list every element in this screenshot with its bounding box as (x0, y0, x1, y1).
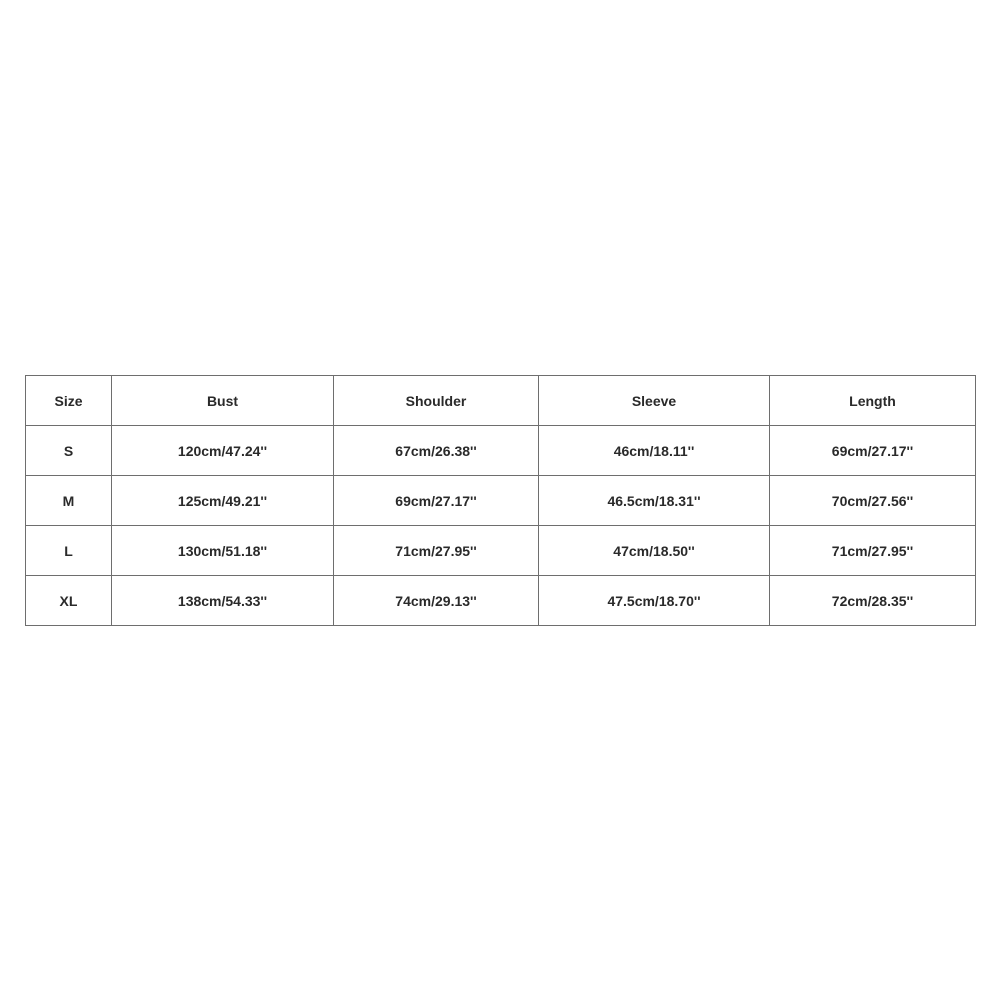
table-row (26, 576, 976, 626)
table-row (26, 426, 976, 476)
cell-size: L (26, 526, 112, 576)
header-bust: Bust (112, 376, 334, 426)
cell-size: XL (26, 576, 112, 626)
cell-length: 71cm/27.95'' (770, 526, 976, 576)
cell-shoulder: 74cm/29.13'' (334, 576, 539, 626)
cell-sleeve: 46cm/18.11'' (539, 426, 770, 476)
cell-bust: 138cm/54.33'' (112, 576, 334, 626)
table-header-row (26, 376, 976, 426)
cell-size: S (26, 426, 112, 476)
cell-shoulder: 67cm/26.38'' (334, 426, 539, 476)
cell-sleeve: 47cm/18.50'' (539, 526, 770, 576)
cell-sleeve: 47.5cm/18.70'' (539, 576, 770, 626)
table-row (26, 476, 976, 526)
cell-length: 69cm/27.17'' (770, 426, 976, 476)
table-row (26, 526, 976, 576)
cell-length: 70cm/27.56'' (770, 476, 976, 526)
cell-size: M (26, 476, 112, 526)
cell-length: 72cm/28.35'' (770, 576, 976, 626)
size-chart-table (25, 375, 976, 626)
cell-bust: 130cm/51.18'' (112, 526, 334, 576)
cell-sleeve: 46.5cm/18.31'' (539, 476, 770, 526)
cell-shoulder: 71cm/27.95'' (334, 526, 539, 576)
header-size: Size (26, 376, 112, 426)
header-shoulder: Shoulder (334, 376, 539, 426)
cell-shoulder: 69cm/27.17'' (334, 476, 539, 526)
header-length: Length (770, 376, 976, 426)
cell-bust: 125cm/49.21'' (112, 476, 334, 526)
cell-bust: 120cm/47.24'' (112, 426, 334, 476)
header-sleeve: Sleeve (539, 376, 770, 426)
